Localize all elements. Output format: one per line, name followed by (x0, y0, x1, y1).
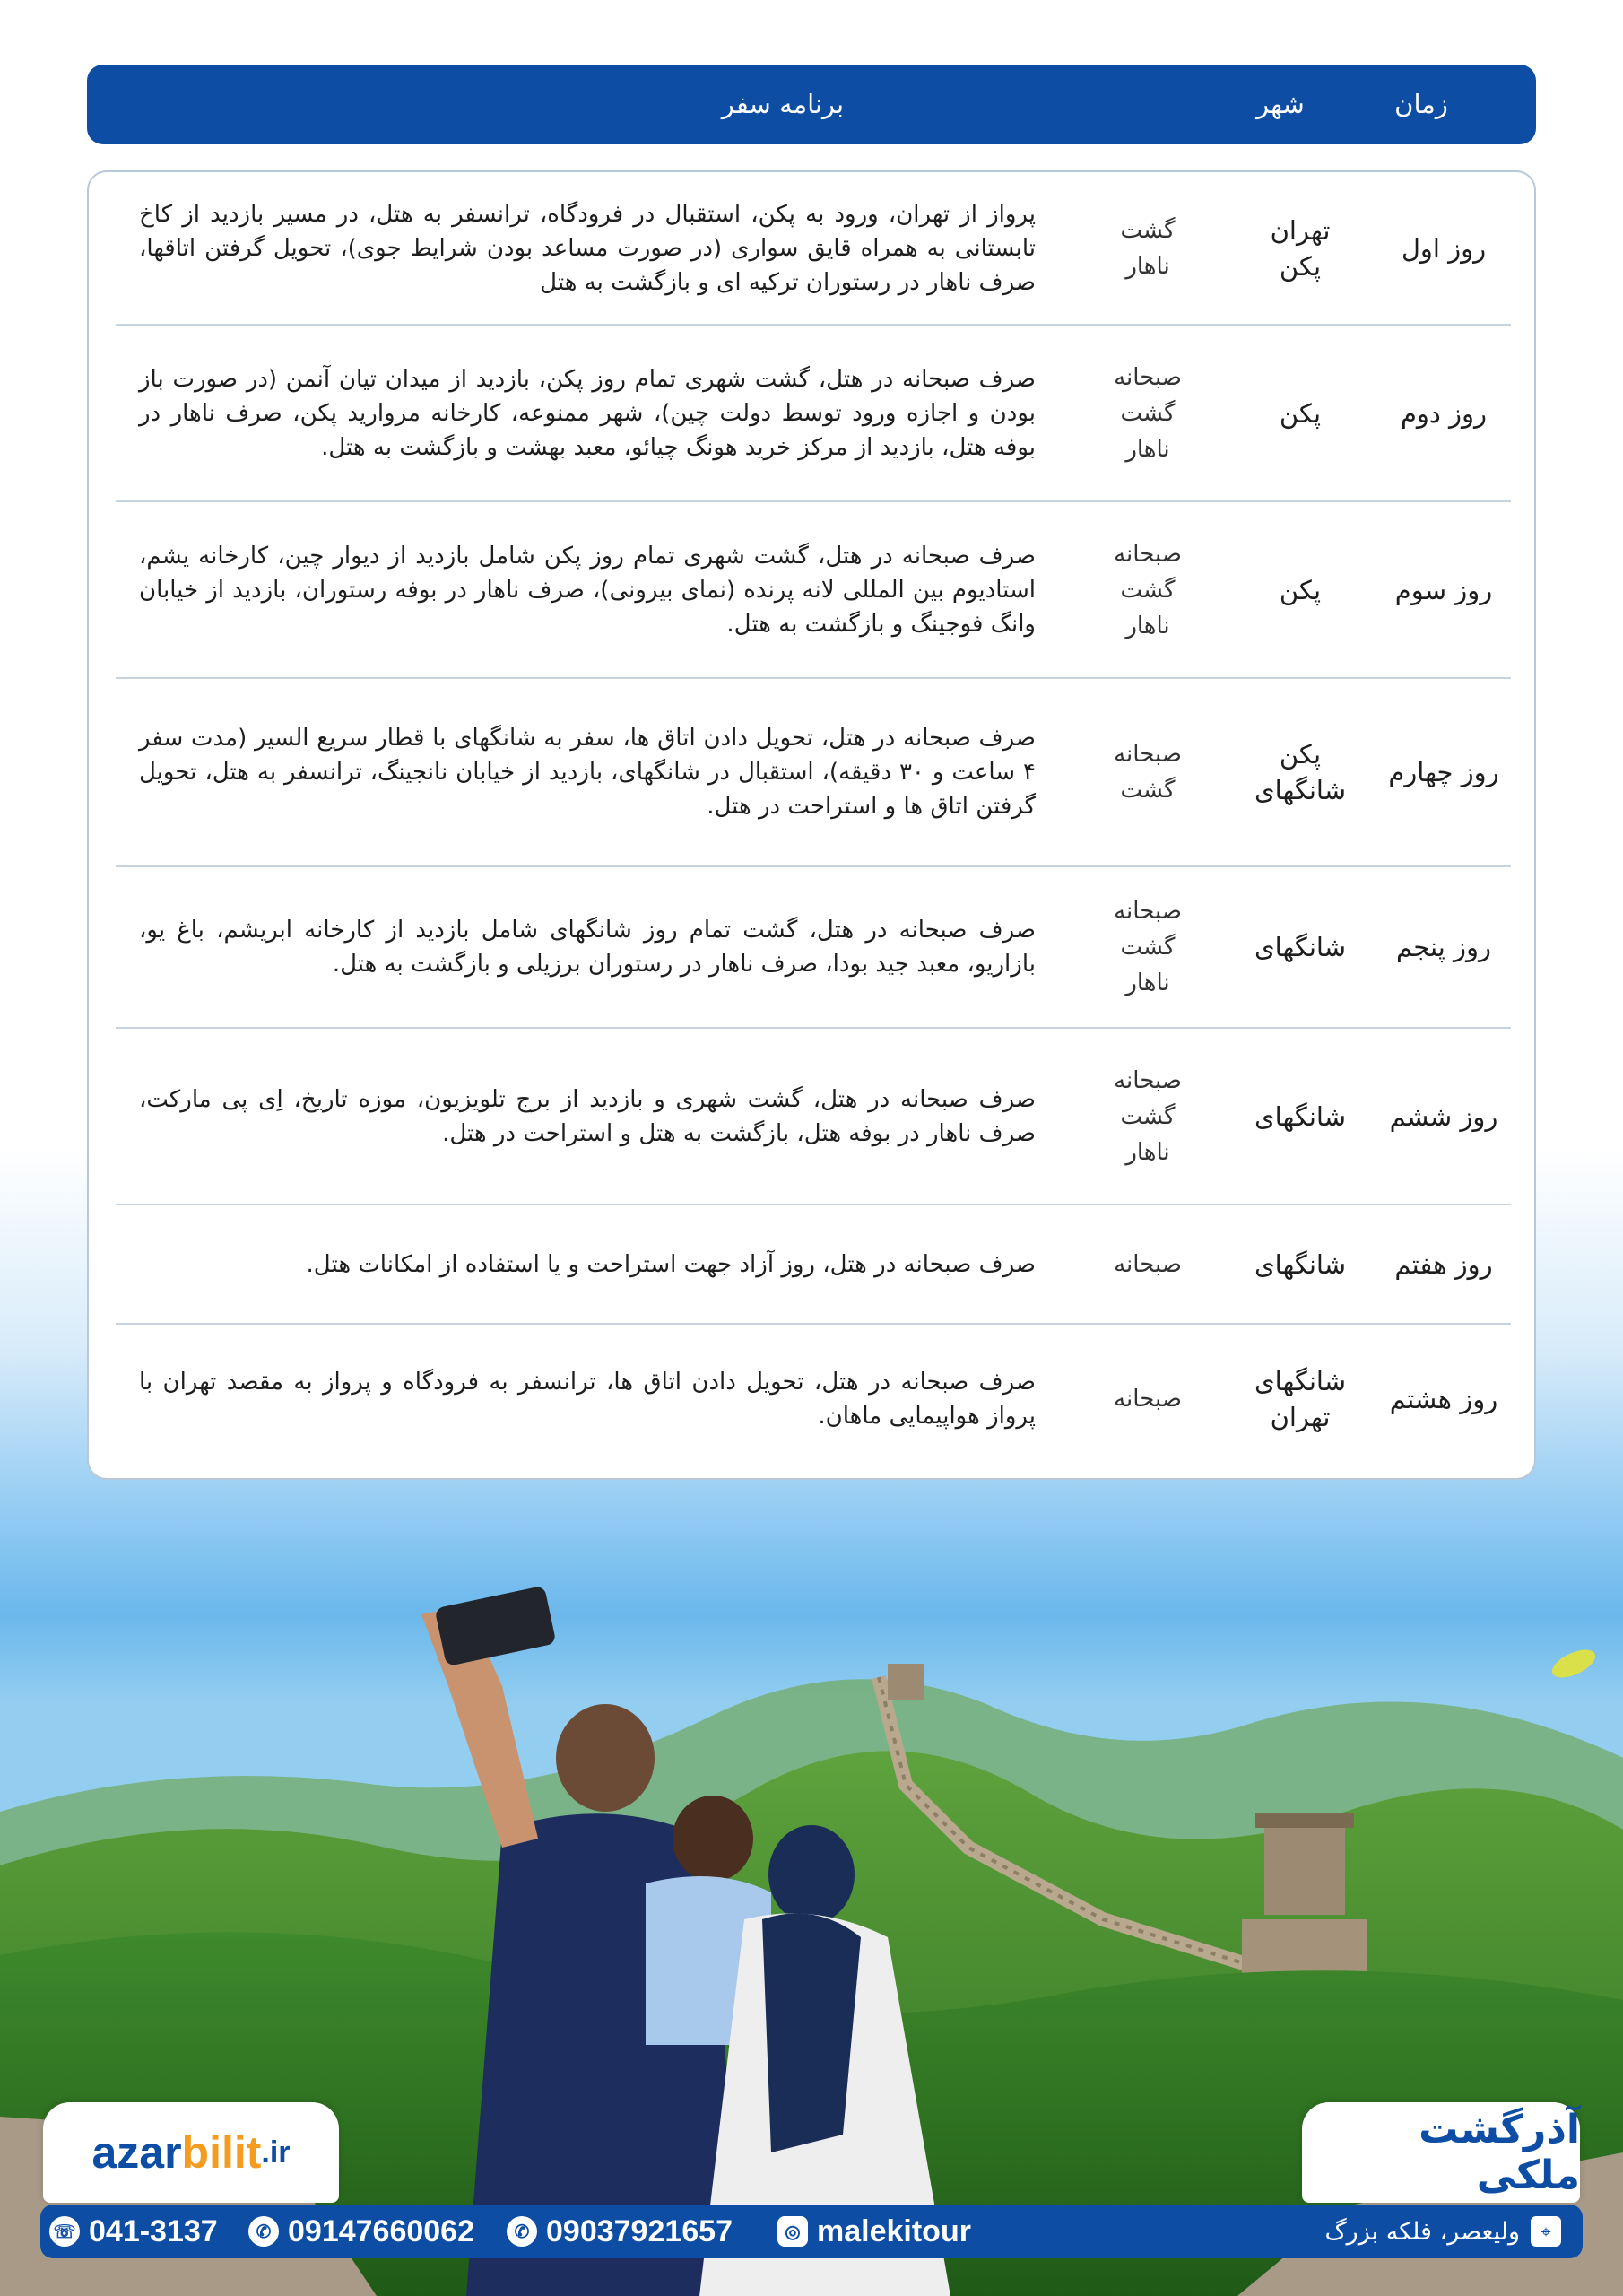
meals-label: صبحانه گشت ناهار (1114, 1066, 1182, 1166)
city-label: پکن (1279, 574, 1322, 605)
table-row (116, 1205, 1511, 1325)
day-label: روز ششم (1389, 1100, 1498, 1132)
day-description: پرواز از تهران، ورود به پکن، استقبال در فرودگاه، ترانسفر به هتل، در مسیر بازدید از کاخ تابستانی به همراه قایق سواری (در صورت مساعد بودن شرایط جوی)، تحویل گرفتن اتاقها، صرف ناهار در رستوران ترکیه ای و بازگشت به هتل (139, 200, 1036, 296)
logo-text-azar: azar (91, 2127, 182, 2178)
table-row (116, 867, 1511, 1029)
day-description: صرف صبحانه در هتل، روز آزاد جهت استراحت و یا استفاده از امکانات هتل. (306, 1250, 1036, 1278)
table-row (116, 502, 1511, 679)
azarbilit-logo (43, 2102, 339, 2203)
day-label: روز هفتم (1394, 1248, 1493, 1280)
city-label: پکن شانگهای (1254, 739, 1347, 805)
address (1325, 2205, 1561, 2258)
instagram-handle[interactable] (777, 2205, 971, 2258)
day-description: صرف صبحانه در هتل، تحویل دادن اتاق ها، سفر به شانگهای با قطار سریع السیر (مدت سفر ۴ ساعت و ۳۰ دقیقه)، استقبال در شانگهای، بازدید از خیابان نانجینگ، ترانسفر به هتل، تحویل گرفتن اتاق ها و استراحت در هتل. (139, 725, 1036, 820)
instagram-text: malekitour (817, 2213, 971, 2248)
meals-label: صبحانه گشت (1114, 741, 1182, 804)
phone-landline-text: 041-3137 (89, 2213, 218, 2248)
phone-whatsapp-2-text: 09037921657 (546, 2213, 733, 2248)
phone-whatsapp-1-text: 09147660062 (288, 2213, 475, 2248)
logo-text-bilit: bilit (181, 2127, 262, 2178)
day-description: صرف صبحانه در هتل، تحویل دادن اتاق ها، ترانسفر به فرودگاه و پرواز به مقصد تهران با پرواز هواپیمایی ماهان. (139, 1368, 1036, 1430)
meals-label: صبحانه گشت ناهار (1114, 363, 1182, 463)
contact-bar (40, 2205, 1583, 2258)
logo-text-azargasht: آذرگشت ملکی (1419, 2107, 1580, 2198)
day-label: روز پنجم (1395, 932, 1492, 962)
whatsapp-icon: ✆ (507, 2216, 537, 2247)
whatsapp-icon: ✆ (248, 2216, 279, 2247)
azargasht-logo (1302, 2102, 1580, 2203)
itinerary-header (87, 65, 1536, 144)
day-label: روز اول (1401, 232, 1487, 264)
table-row (116, 679, 1511, 867)
day-label: روز سوم (1394, 574, 1493, 605)
location-pin-icon: ⌖ (1531, 2216, 1561, 2247)
phone-landline[interactable] (49, 2205, 218, 2258)
city-label: تهران پکن (1270, 214, 1331, 282)
table-row (116, 172, 1511, 326)
table-row (116, 1325, 1511, 1473)
city-label: شانگهای تهران (1254, 1365, 1347, 1432)
phone-icon: ☏ (49, 2216, 80, 2247)
logo-text-ir: .ir (261, 2135, 291, 2170)
itinerary-table (87, 170, 1536, 1480)
day-description: صرف صبحانه در هتل، گشت شهری و بازدید از برج تلویزیون، موزه تاریخ، اِی پی مارکت، صرف ناهار در بوفه هتل، بازگشت به هتل و استراحت در هتل. (139, 1085, 1036, 1147)
day-description: صرف صبحانه در هتل، گشت شهری تمام روز پکن، بازدید از میدان تیان آنمن (در صورت باز بودن و اجازه ورود توسط دولت چین)، شهر ممنوعه، کارخانه مروارید پکن، صرف ناهار در بوفه هتل، بازدید از مرکز خرید هونگ چیائو، معبد بهشت و بازگشت به هتل. (139, 365, 1036, 461)
meals-label: صبحانه (1114, 1250, 1182, 1278)
day-description: صرف صبحانه در هتل، گشت تمام روز شانگهای شامل بازدید از کارخانه ابریشم، باغ یو، بازاریو، معبد جید بودا، صرف ناهار در رستوران برزیلی و بازگشت به هتل. (139, 917, 1036, 978)
day-label: روز چهارم (1388, 757, 1499, 787)
phone-whatsapp-2[interactable] (507, 2205, 733, 2258)
header-city: شهر (1256, 89, 1305, 119)
day-label: روز دوم (1400, 397, 1488, 429)
phone-whatsapp-1[interactable] (248, 2205, 474, 2258)
table-row (116, 326, 1511, 502)
header-time: زمان (1394, 89, 1448, 119)
header-plan: برنامه سفر (721, 89, 845, 119)
city-label: شانگهای (1254, 1100, 1347, 1132)
city-label: پکن (1279, 397, 1322, 429)
table-row (116, 1029, 1511, 1205)
city-label: شانگهای (1254, 1248, 1347, 1280)
instagram-icon: ◎ (777, 2216, 808, 2247)
day-description: صرف صبحانه در هتل، گشت شهری تمام روز پکن شامل بازدید از دیوار چین، کارخانه یشم، استادیوم بین المللی لانه پرنده (نمای بیرونی)، صرف ناهار در بوفه رستوران، بازدید از خیابان وانگ فوجینگ و بازگشت به هتل. (139, 542, 1036, 638)
address-text: ولیعصر، فلکه بزرگ (1324, 2217, 1520, 2246)
meals-label: صبحانه گشت ناهار (1114, 898, 1182, 996)
meals-label: صبحانه گشت ناهار (1114, 540, 1182, 639)
meals-label: صبحانه (1114, 1385, 1182, 1413)
day-label: روز هشتم (1389, 1383, 1498, 1414)
meals-label: گشت ناهار (1120, 216, 1176, 280)
city-label: شانگهای (1254, 932, 1347, 962)
